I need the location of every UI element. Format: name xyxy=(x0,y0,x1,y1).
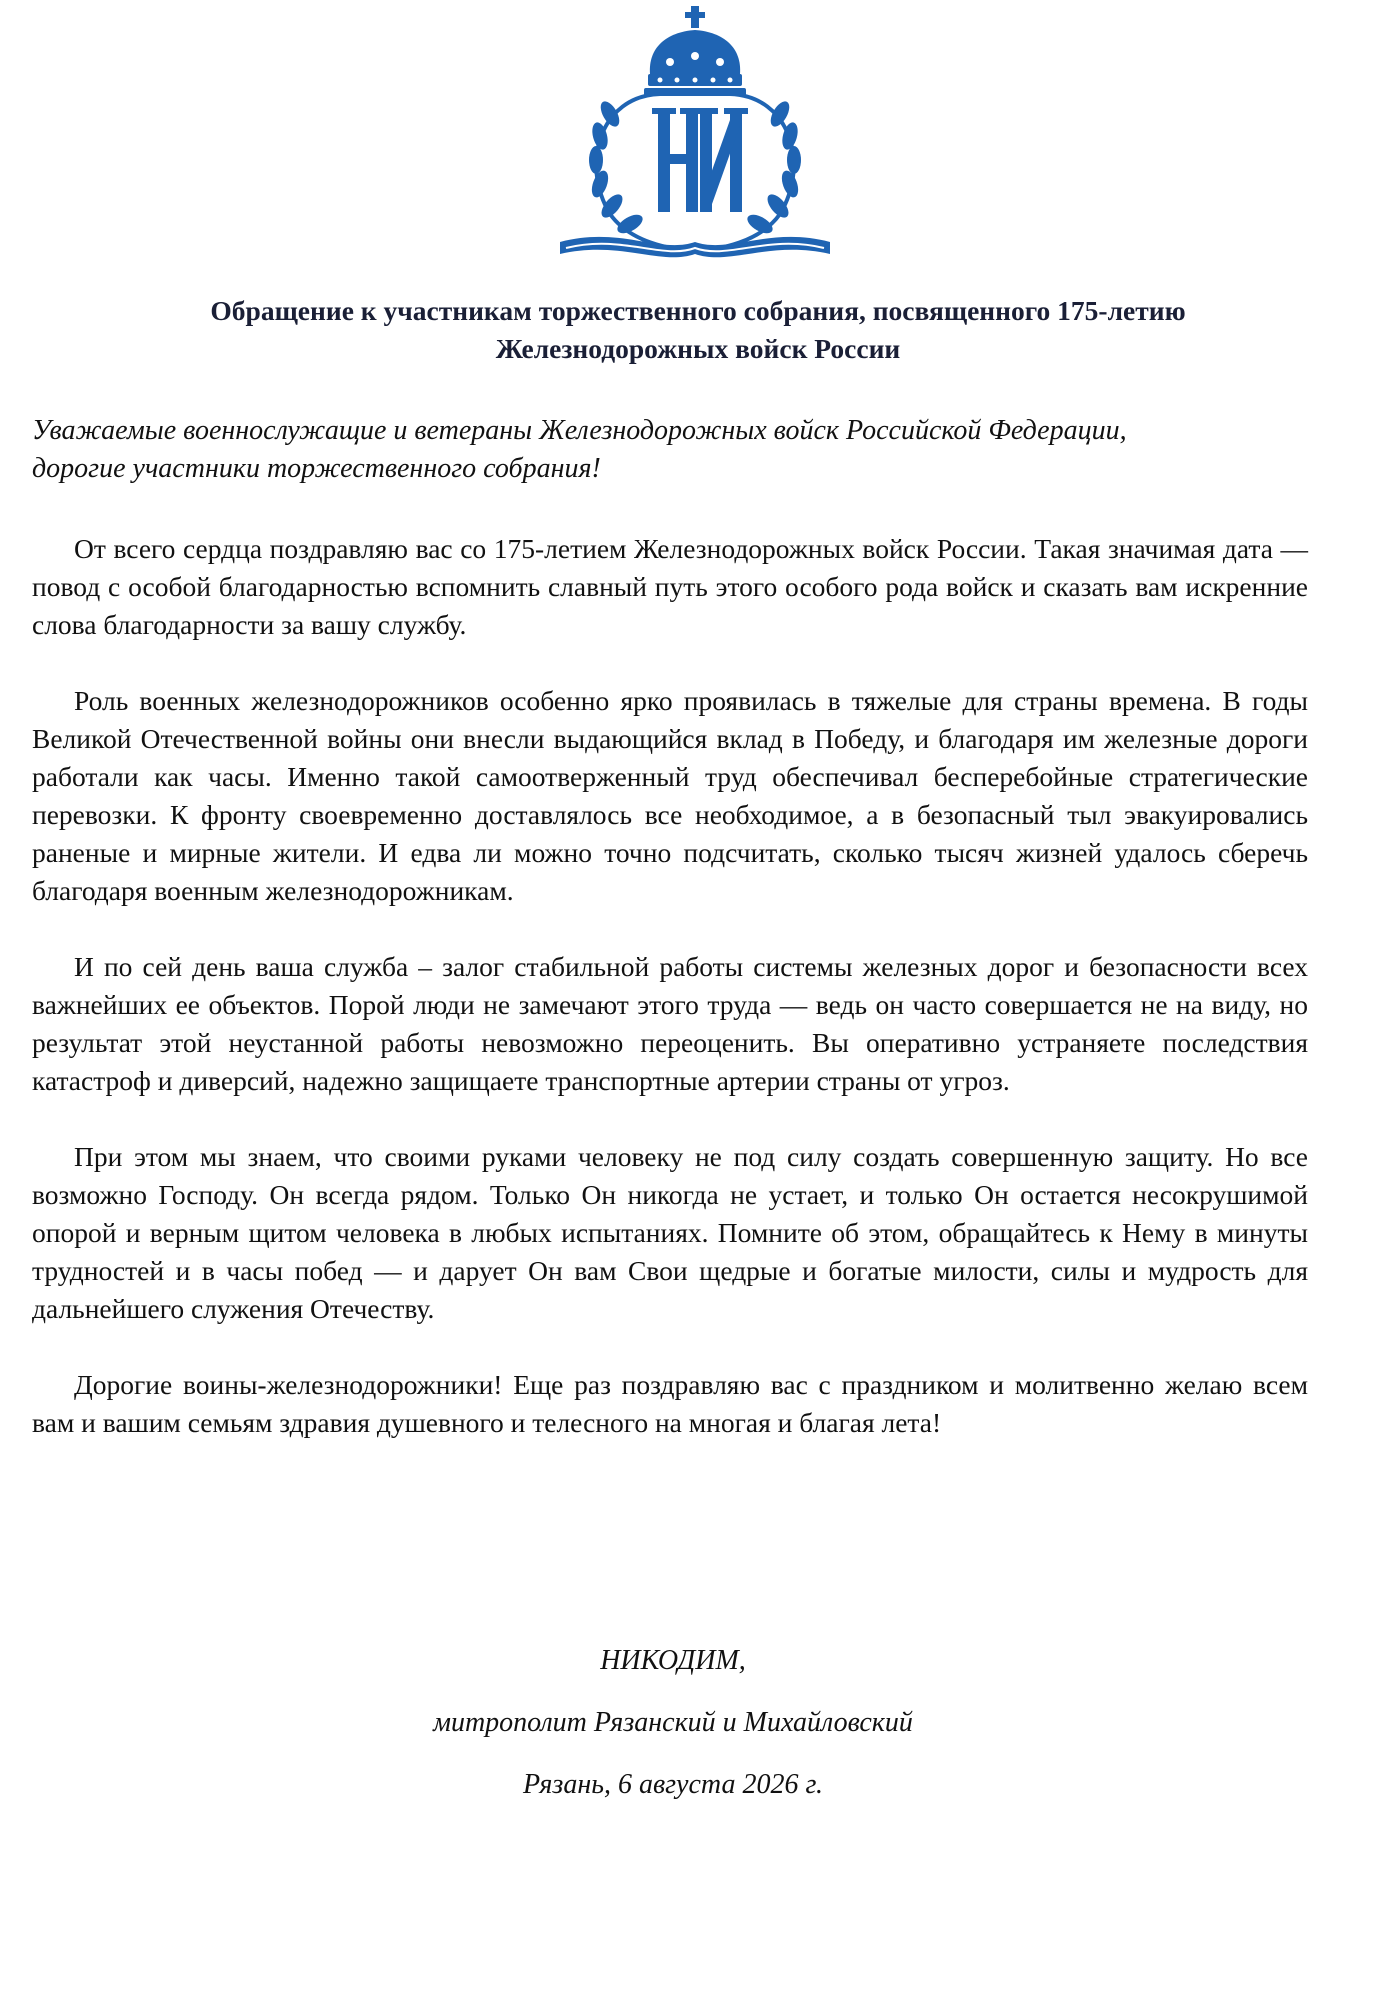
monogram-emblem xyxy=(540,4,850,268)
paragraph-4: При этом мы знаем, что своими руками человеку не под силу создать совершенную защиту. Но все возможно Господу. Он всегда рядом. Только Он никогда не устает, и только Он остается несокрушимой опорой и верным щитом человека в любых испытаниях. Помните об этом, обращайтесь к Нему в минуты трудностей и в часы побед — и дарует Он вам Свои щедрые и богатые милости, силы и мудрость для дальнейшего служения Отечеству. xyxy=(32,1141,1308,1324)
paragraph-1: От всего сердца поздравляю вас со 175-летием Железнодорожных войск России. Такая значимая дата — повод с особой благодарностью вспомнить славный путь этого особого рода войск и сказать вам искренние слова благодарности за вашу службу. xyxy=(32,533,1308,640)
paragraph-3: И по сей день ваша служба – залог стабильной работы системы железных дорог и безопасности всех важнейших ее объектов. Порой люди не замечают этого труда — ведь он часто совершается не на виду, но результат этой неустанной работы невозможно переоценить. Вы оперативно устраняете последствия катастроф и диверсий, надежно защищаете транспортные артерии страны от угроз. xyxy=(32,951,1308,1096)
paragraph-5: Дорогие воины-железнодорожники! Еще раз поздравляю вас с праздником и молитвенно желаю всем вам и вашим семьям здравия душевного и телесного на многая и благая лета! xyxy=(32,1369,1308,1438)
title-line-1: Обращение к участникам торжественного собрания, посвященного 175-летию xyxy=(210,295,1186,326)
letter-body xyxy=(32,530,1308,1480)
paragraph-2: Роль военных железнодорожников особенно ярко проявилась в тяжелые для страны времена. В годы Великой Отечественной войны они внесли выдающийся вклад в Победу, и благодаря им железные дороги работали как часы. Именно такой самоотверженный труд обеспечивал бесперебойные стратегические перевозки. К фронту своевременно доставлялось все необходимое, а в безопасный тыл эвакуировались раненые и мирные жители. И едва ли можно точно подсчитать, сколько тысяч жизней удалось сберечь благодаря военным железнодорожникам. xyxy=(32,685,1308,906)
document-title xyxy=(60,292,1336,368)
signature-name: НИКОДИМ, xyxy=(600,1645,746,1676)
title-line-2: Железнодорожных войск России xyxy=(495,333,901,364)
signature-place-date: Рязань, 6 августа 2026 г. xyxy=(522,1769,824,1800)
signature-title: митрополит Рязанский и Михайловский xyxy=(433,1707,913,1738)
salutation xyxy=(32,412,1332,488)
salutation-line-2: дорогие участники торжественного собрания! xyxy=(32,453,601,484)
salutation-line-1: Уважаемые военнослужащие и ветераны Железнодорожных войск Российской Федерации, xyxy=(32,415,1127,446)
